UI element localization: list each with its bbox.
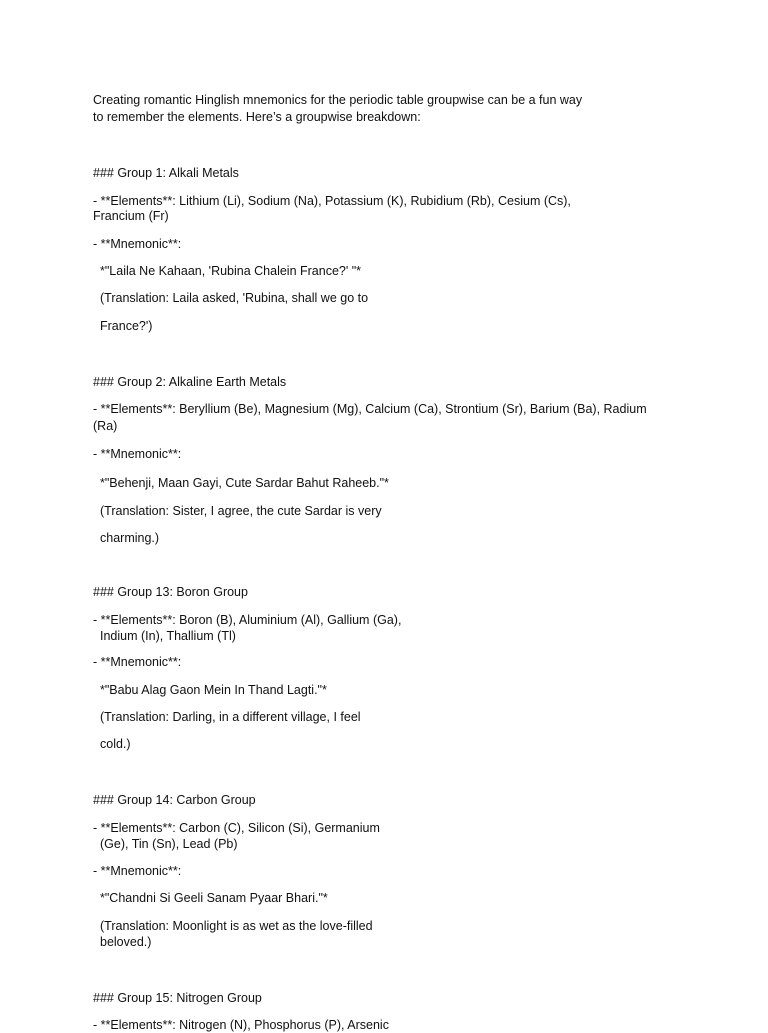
elements-line: - **Elements**: Nitrogen (N), Phosphorus (P), Arsenic	[93, 1018, 389, 1032]
mnemonic-text: *"Babu Alag Gaon Mein In Thand Lagti."*	[100, 683, 327, 697]
translation-line: beloved.)	[100, 935, 152, 949]
mnemonic-text: *"Chandni Si Geeli Sanam Pyaar Bhari."*	[100, 891, 328, 905]
elements-line: (Ge), Tin (Sn), Lead (Pb)	[100, 837, 238, 851]
translation-line: (Translation: Moonlight is as wet as the love-filled	[100, 919, 373, 933]
mnemonic-label: - **Mnemonic**:	[93, 864, 182, 878]
translation-line: (Translation: Sister, I agree, the cute Sardar is very	[100, 504, 382, 518]
mnemonic-label: - **Mnemonic**:	[93, 447, 182, 461]
group-heading: ### Group 1: Alkali Metals	[93, 166, 239, 180]
elements-line: - **Elements**: Beryllium (Be), Magnesium (Mg), Calcium (Ca), Strontium (Sr), Barium (Ba), Radium	[93, 402, 647, 416]
translation-line: charming.)	[100, 531, 160, 545]
translation-line: France?')	[100, 319, 153, 333]
intro-line: Creating romantic Hinglish mnemonics for the periodic table groupwise can be a fun way	[93, 93, 583, 107]
elements-line: - **Elements**: Carbon (C), Silicon (Si), Germanium	[93, 821, 380, 835]
mnemonic-text: *"Behenji, Maan Gayi, Cute Sardar Bahut Raheeb."*	[100, 476, 389, 490]
group-heading: ### Group 14: Carbon Group	[93, 793, 256, 807]
mnemonic-text: *"Laila Ne Kahaan, 'Rubina Chalein France?' "*	[100, 264, 362, 278]
translation-line: (Translation: Darling, in a different village, I feel	[100, 710, 361, 724]
group-heading: ### Group 2: Alkaline Earth Metals	[93, 375, 287, 389]
translation-line: cold.)	[100, 737, 131, 751]
elements-line: Francium (Fr)	[93, 209, 169, 223]
elements-line: - **Elements**: Boron (B), Aluminium (Al), Gallium (Ga),	[93, 613, 402, 627]
intro-line: to remember the elements. Here’s a groupwise breakdown:	[93, 110, 421, 124]
elements-line: - **Elements**: Lithium (Li), Sodium (Na), Potassium (K), Rubidium (Rb), Cesium (Cs),	[93, 194, 571, 208]
translation-line: (Translation: Laila asked, 'Rubina, shall we go to	[100, 291, 369, 305]
elements-line: Indium (In), Thallium (Tl)	[100, 629, 236, 643]
group-heading: ### Group 15: Nitrogen Group	[93, 991, 262, 1005]
group-heading: ### Group 13: Boron Group	[93, 585, 248, 599]
mnemonic-label: - **Mnemonic**:	[93, 237, 182, 251]
mnemonic-label: - **Mnemonic**:	[93, 655, 182, 669]
elements-line: (Ra)	[93, 419, 118, 433]
